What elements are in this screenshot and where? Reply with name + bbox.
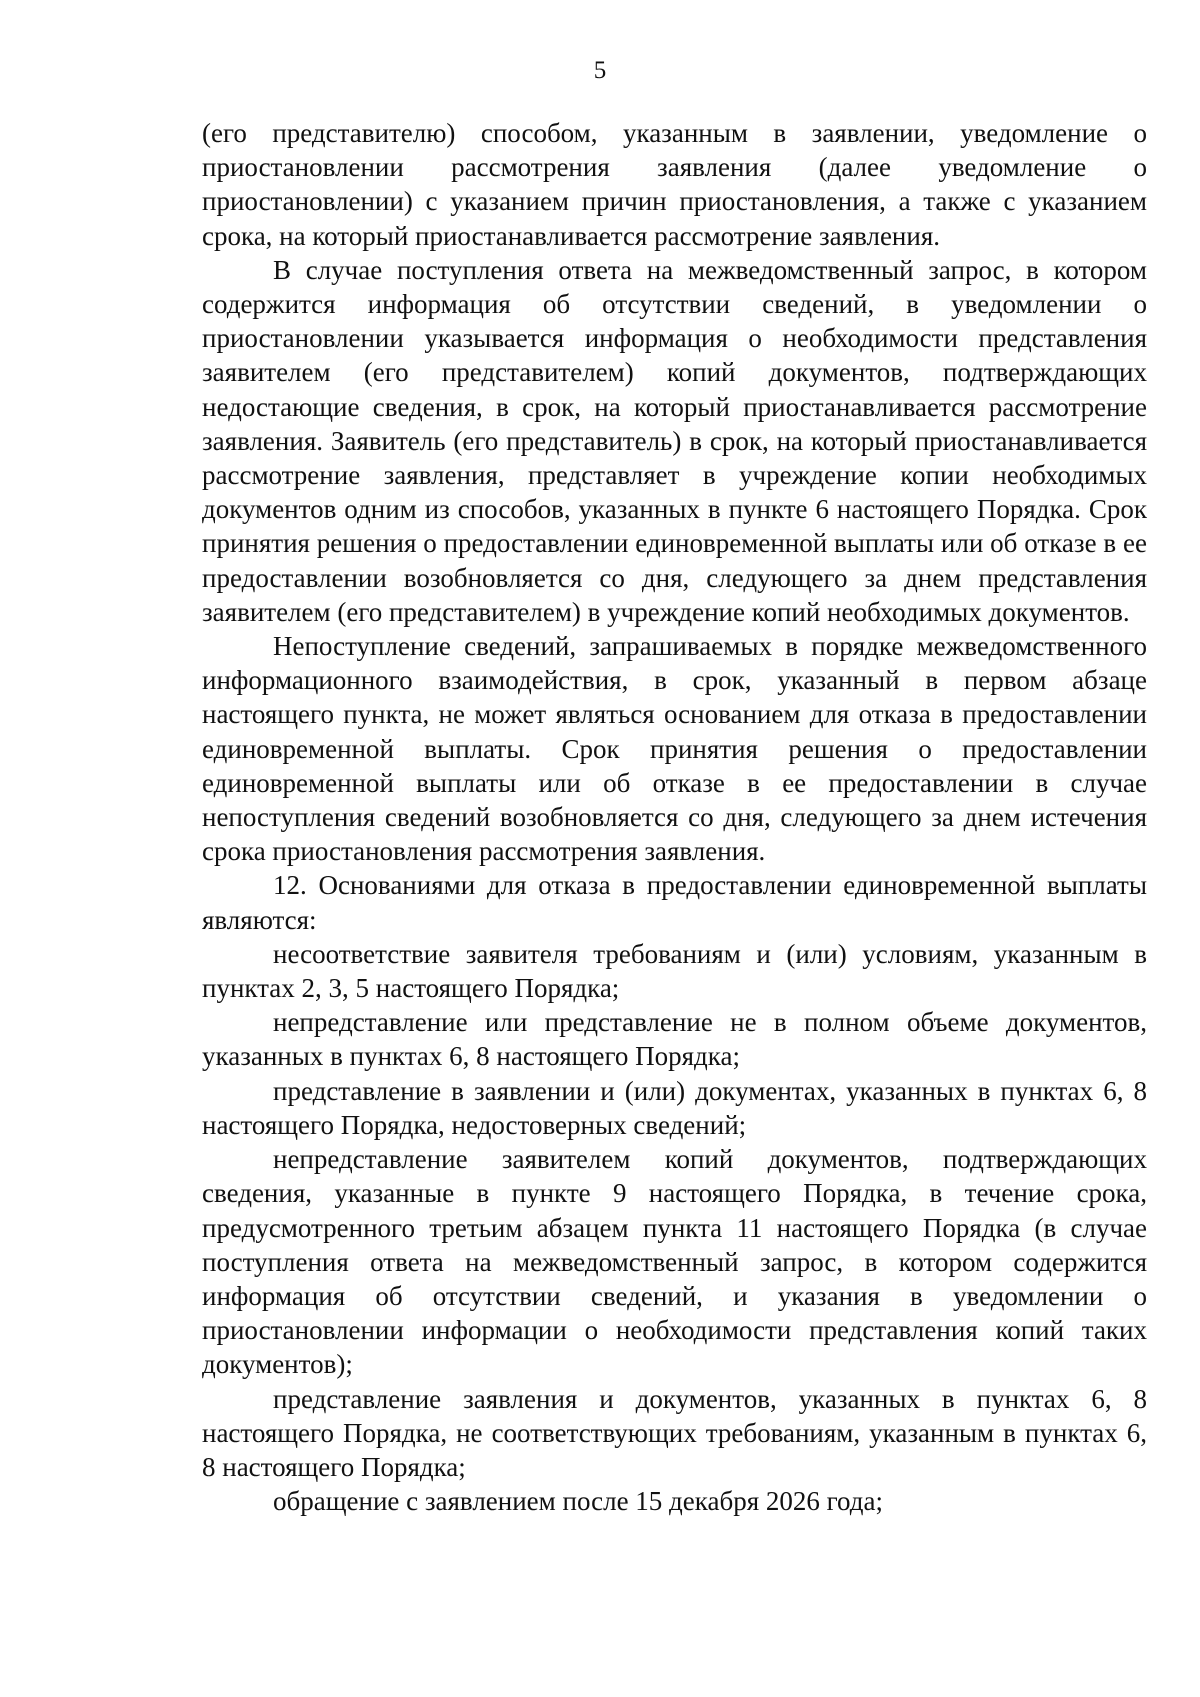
list-item-requirements-mismatch: несоответствие заявителя требованиям и (или) условиям, указанным в пунктах 2, 3, 5 настоящего Порядка; xyxy=(202,938,1147,1004)
paragraph-suspension-notice: (его представителю) способом, указанным в заявлении, уведомление о приостановлении рассмотрения заявления (далее уведомление о приостановлении) с указанием причин приостановления, а также с указанием срока, на который приостанавливается рассмотрение заявления. xyxy=(202,118,1147,251)
document-body xyxy=(202,116,1147,1518)
list-item-missing-copies: непредставление заявителем копий документов, подтверждающих сведения, указанные в пункте 9 настоящего Порядка, в течение срока, предусмотренного третьим абзацем пункта 11 настоящего Порядка (в случае поступления ответа на межведомственный запрос, в котором содержится информация об отсутствии сведений, и указания в уведомлении о приостановлении информации о необходимости представления копий таких документов); xyxy=(202,1144,1147,1380)
list-item-non-compliant-documents: представление заявления и документов, указанных в пунктах 6, 8 настоящего Порядка, не соответствующих требованиям, указанным в пунктах 6, 8 настоящего Порядка; xyxy=(202,1383,1147,1482)
paragraph-grounds-for-refusal: 12. Основаниями для отказа в предоставлении единовременной выплаты являются: xyxy=(202,870,1147,935)
paragraph-interagency-response: В случае поступления ответа на межведомственный запрос, в котором содержится информация об отсутствии сведений, в уведомлении о приостановлении указывается информация о необходимости представления заявителем (его представителем) копий документов, подтверждающих недостающие сведения, в срок, на который приостанавливается рассмотрение заявления. Заявитель (его представитель) в срок, на который приостанавливается рассмотрение заявления, представляет в учреждение копии необходимых документов одним из способов, указанных в пункте 6 настоящего Порядка. Срок принятия решения о предоставлении единовременной выплаты или об отказе в ее предоставлении возобновляется со дня, следующего за днем представления заявителем (его представителем) в учреждение копий необходимых документов. xyxy=(202,254,1147,627)
list-item-late-application: обращение с заявлением после 15 декабря 2026 года; xyxy=(273,1486,883,1517)
paragraph-non-receipt-of-information: Непоступление сведений, запрашиваемых в порядке межведомственного информационного взаимодействия, в срок, указанный в первом абзаце настоящего пункта, не может являться основанием для отказа в предоставлении единовременной выплаты. Срок принятия решения о предоставлении единовременной выплаты или об отказе в ее предоставлении в случае непоступления сведений возобновляется со дня, следующего за днем истечения срока приостановления рассмотрения заявления. xyxy=(202,631,1147,867)
list-item-incomplete-documents: непредставление или представление не в полном объеме документов, указанных в пунктах 6, 8 настоящего Порядка; xyxy=(202,1007,1147,1072)
list-item-false-information: представление в заявлении и (или) документах, указанных в пунктах 6, 8 настоящего Порядка, недостоверных сведений; xyxy=(202,1075,1147,1140)
page-number: 5 xyxy=(593,57,607,84)
